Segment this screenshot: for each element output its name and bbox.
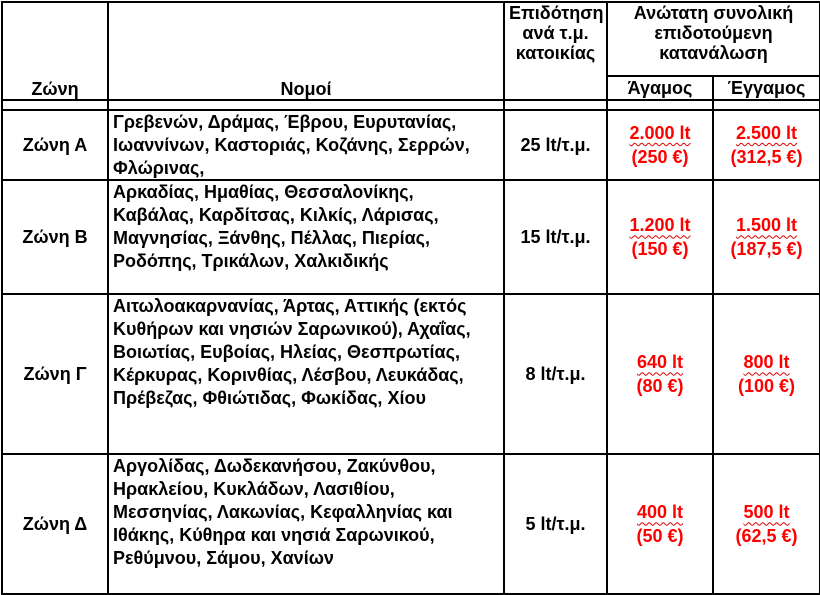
rate-cell: 15 lt/τ.μ. — [504, 180, 607, 294]
single-amount-cell — [607, 180, 713, 294]
married-amount-cell — [713, 110, 820, 180]
zone-cell: Ζώνη Β — [2, 180, 108, 294]
single-liters: 2.000 lt — [629, 123, 691, 144]
single-amount-cell — [607, 294, 713, 454]
single-euros: (150 €) — [631, 239, 689, 260]
subsidy-header-line-2: ανά τ.μ. — [522, 23, 589, 43]
max-header-line-1: Ανώτατη συνολική — [633, 3, 794, 23]
single-column-header: Άγαμος — [607, 76, 713, 100]
zone-column-header: Ζώνη — [2, 2, 108, 100]
max-header-line-3: κατανάλωση — [659, 43, 768, 63]
single-euros: (80 €) — [636, 376, 684, 397]
single-liters: 400 lt — [636, 502, 684, 523]
table-row — [2, 294, 820, 454]
single-amount-cell — [607, 454, 713, 594]
nomoi-cell: Γρεβενών, Δράμας, Έβρου, Ευρυτανίας, Ιωαννίνων, Καστοριάς, Κοζάνης, Σερρών, Φλώρινας, — [108, 110, 504, 180]
married-liters: 1.500 lt — [735, 215, 798, 236]
nomoi-cell: Αρκαδίας, Ημαθίας, Θεσσαλονίκης, Καβάλας, Καρδίτσας, Κιλκίς, Λάρισας, Μαγνησίας, Ξάνθης, Πέλλας, Πιερίας, Ροδόπης, Τρικάλων, Χαλκιδικής — [108, 180, 504, 294]
married-euros: (187,5 €) — [730, 239, 803, 260]
header-row — [2, 2, 820, 76]
zone-cell: Ζώνη Δ — [2, 454, 108, 594]
married-liters: 500 lt — [743, 502, 790, 523]
subsidy-header-line-3: κατοικίας — [515, 43, 596, 63]
single-liters: 1.200 lt — [629, 215, 691, 236]
zone-cell: Ζώνη Γ — [2, 294, 108, 454]
rate-cell: 5 lt/τ.μ. — [504, 454, 607, 594]
rate-cell: 25 lt/τ.μ. — [504, 110, 607, 180]
subsidy-column-header — [504, 2, 607, 100]
table-row — [2, 180, 820, 294]
rate-cell: 8 lt/τ.μ. — [504, 294, 607, 454]
married-liters: 800 lt — [743, 352, 790, 373]
heating-subsidy-table — [1, 1, 820, 595]
married-amount-cell — [713, 180, 820, 294]
married-euros: (100 €) — [737, 376, 796, 397]
single-euros: (50 €) — [636, 526, 684, 547]
nomoi-column-header: Νομοί — [108, 2, 504, 100]
married-euros: (312,5 €) — [730, 147, 803, 168]
zone-cell: Ζώνη Α — [2, 110, 108, 180]
spacer-row — [2, 100, 820, 110]
nomoi-cell: Αιτωλοακαρνανίας, Άρτας, Αττικής (εκτός Κυθήρων και νησιών Σαρωνικού), Αχαΐας, Βοιωτίας, Ευβοίας, Ηλείας, Θεσπρωτίας, Κέρκυρας, Κορινθίας, Λέσβου, Λευκάδας, Πρέβεζας, Φθιώτιδας, Φωκίδας, Χίου — [108, 294, 504, 454]
max-header-line-2: επιδοτούμενη — [654, 23, 773, 43]
subsidy-header-line-1: Επιδότηση — [509, 3, 604, 23]
married-euros: (62,5 €) — [735, 526, 798, 547]
single-amount-cell — [607, 110, 713, 180]
married-amount-cell — [713, 454, 820, 594]
max-consumption-header — [607, 2, 820, 76]
married-liters: 2.500 lt — [735, 123, 798, 144]
married-column-header: Έγγαμος — [713, 76, 820, 100]
single-liters: 640 lt — [636, 352, 684, 373]
single-euros: (250 €) — [631, 147, 689, 168]
nomoi-cell: Αργολίδας, Δωδεκανήσου, Ζακύνθου, Ηρακλείου, Κυκλάδων, Λασιθίου, Μεσσηνίας, Λακωνίας, Κεφαλληνίας και Ιθάκης, Κύθηρα και νησιά Σαρωνικού, Ρεθύμνου, Σάμου, Χανίων — [108, 454, 504, 594]
table-row — [2, 110, 820, 180]
married-amount-cell — [713, 294, 820, 454]
table-row — [2, 454, 820, 594]
